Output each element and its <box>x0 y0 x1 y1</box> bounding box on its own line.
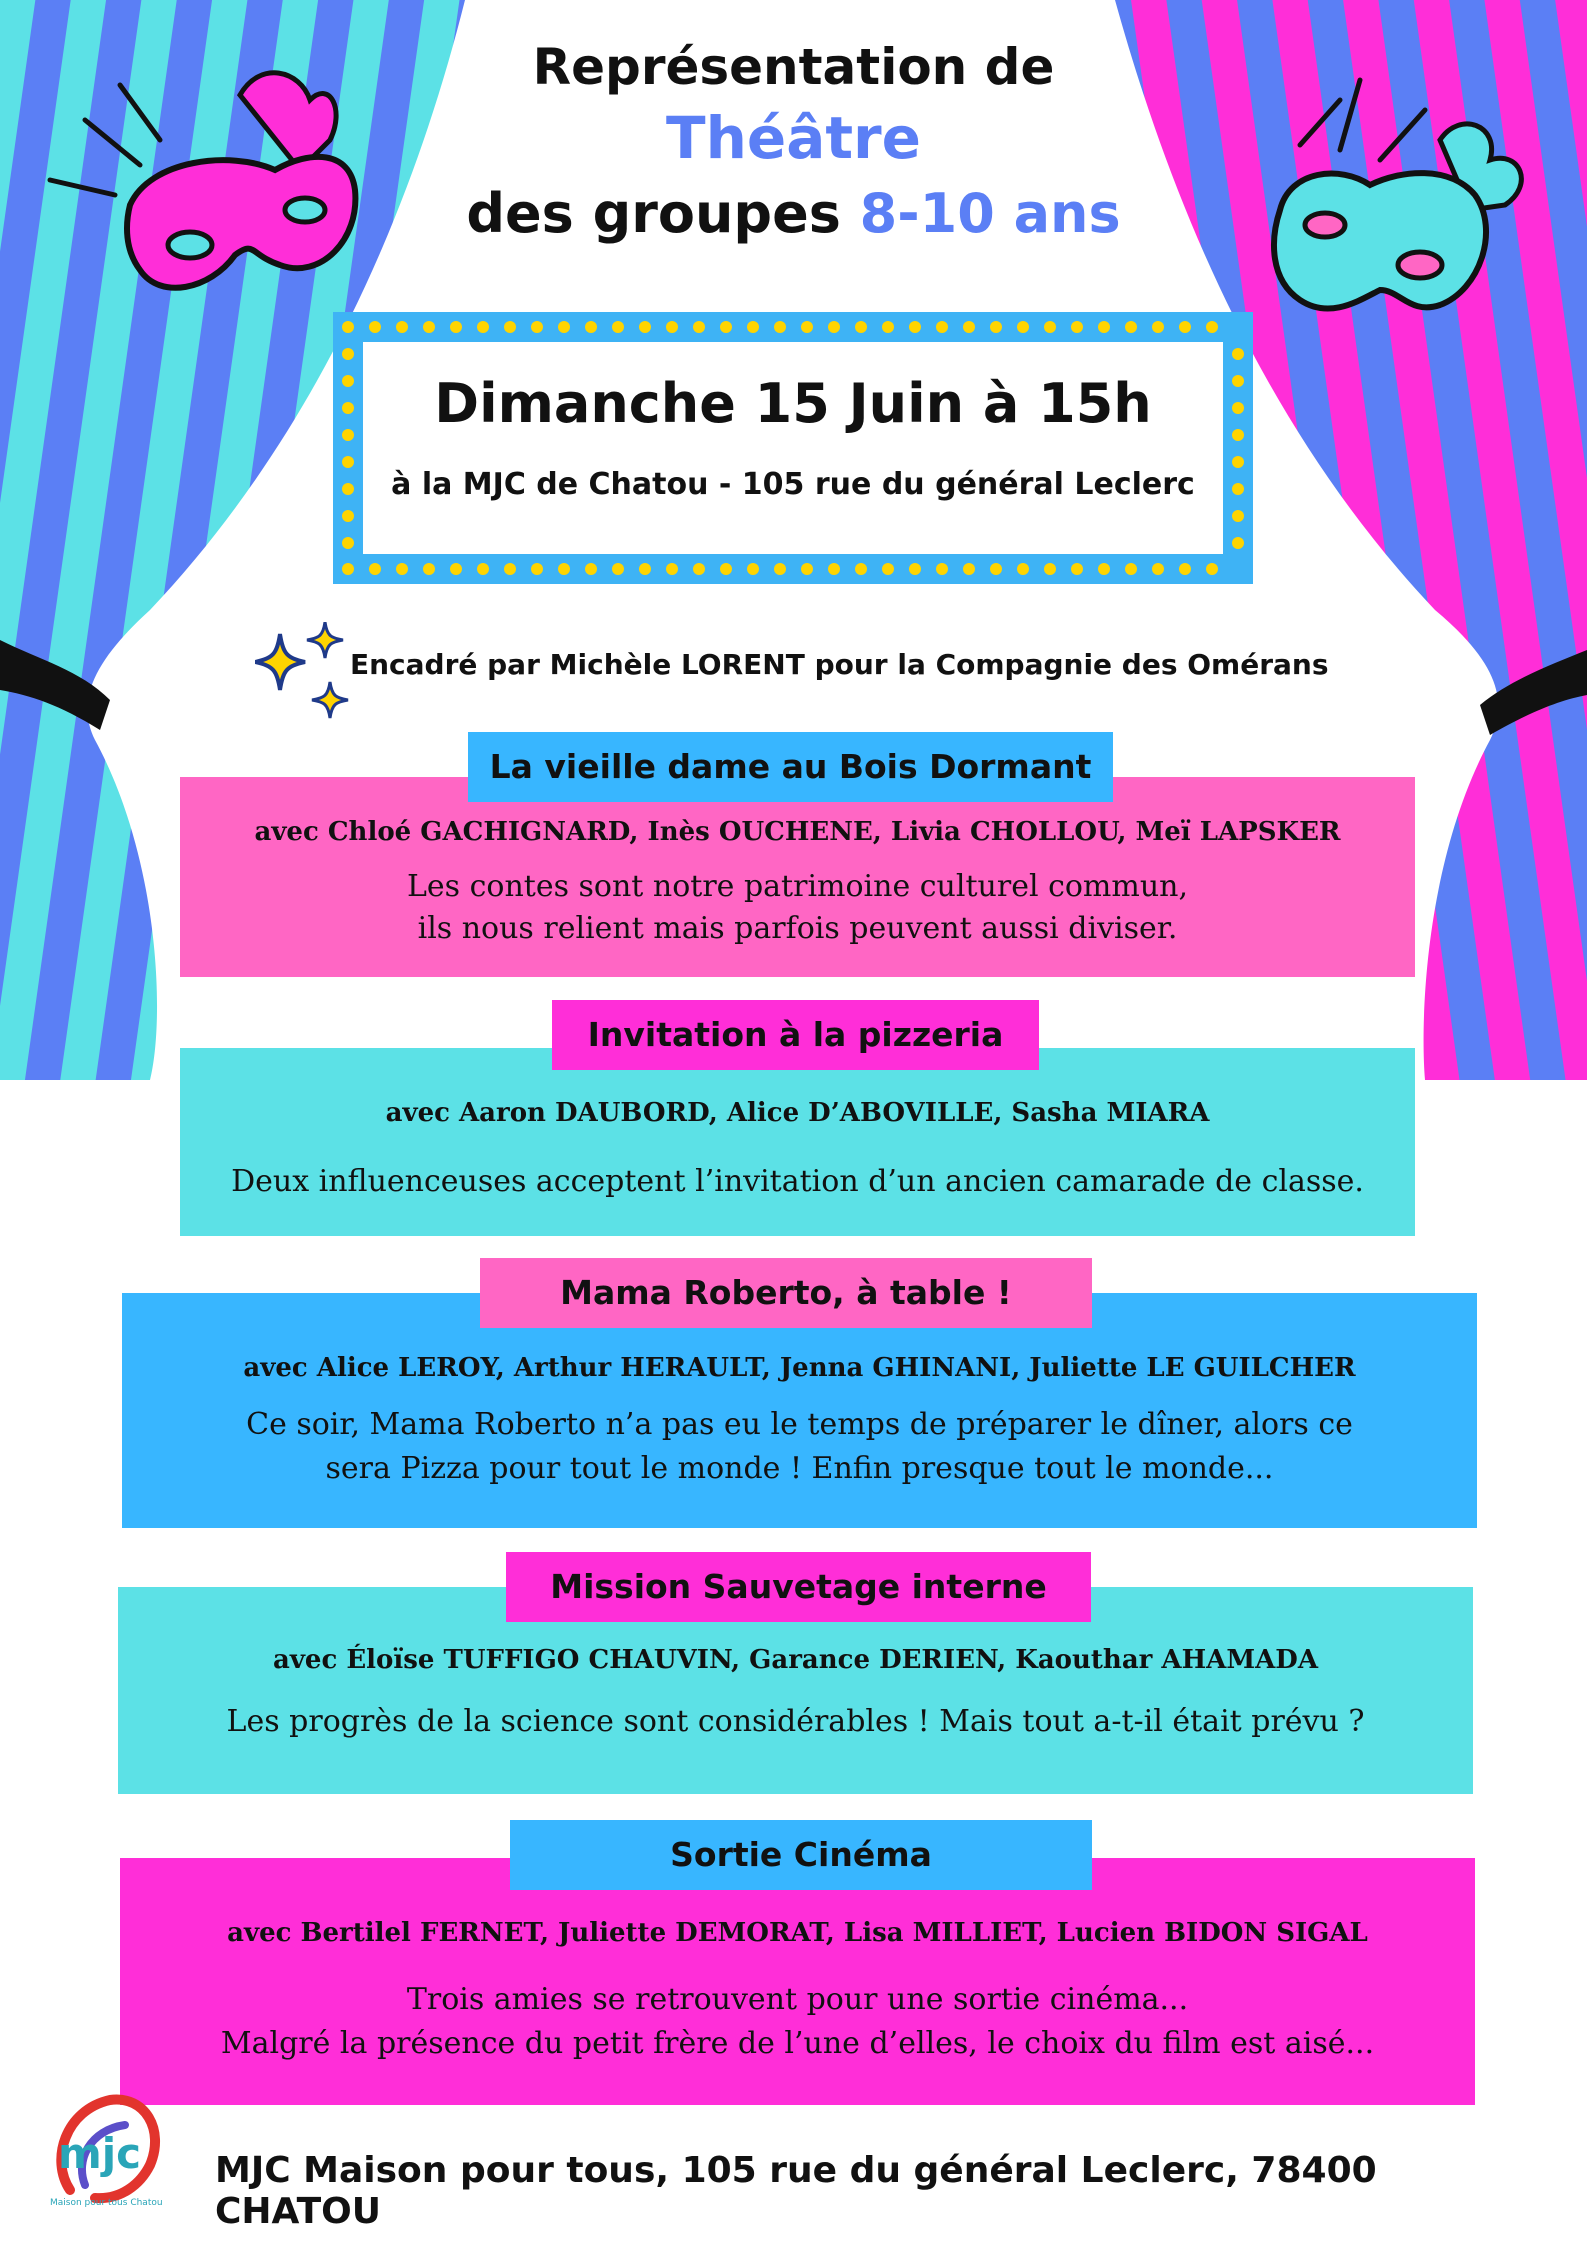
marquee-bulb <box>342 348 354 360</box>
play-box-5 <box>120 1858 1475 2105</box>
marquee-bulb <box>720 321 732 333</box>
marquee-bulb <box>882 563 894 575</box>
marquee-bulb <box>558 321 570 333</box>
mjc-logo-subtext: Maison pour tous Chatou <box>50 2198 163 2208</box>
event-venue: à la MJC de Chatou - 105 rue du général Leclerc <box>391 467 1195 502</box>
play-card-1 <box>180 732 1415 977</box>
mjc-logo <box>40 2090 170 2210</box>
marquee-bulb <box>369 321 381 333</box>
play-desc-3-line-1: Ce soir, Mama Roberto n’a pas eu le temps de préparer le dîner, alors ce <box>246 1407 1353 1442</box>
marquee-bulb <box>639 563 651 575</box>
marquee-bulb <box>423 563 435 575</box>
title-line-3-prefix: des groupes <box>466 182 860 245</box>
title-age-range: 8-10 ans <box>859 182 1121 245</box>
marquee-bulb <box>909 321 921 333</box>
play-cast-5: avec Bertilel FERNET, Juliette DEMORAT, Lisa MILLIET, Lucien BIDON SIGAL <box>227 1918 1368 1948</box>
play-title-1: La vieille dame au Bois Dormant <box>468 732 1113 802</box>
marquee-bulb <box>612 563 624 575</box>
marquee-bulb <box>666 321 678 333</box>
marquee-bulb <box>423 321 435 333</box>
marquee-bulb <box>450 321 462 333</box>
play-title-4: Mission Sauvetage interne <box>506 1552 1091 1622</box>
marquee-bulb <box>369 563 381 575</box>
marquee-bulb <box>558 563 570 575</box>
play-card-2 <box>180 1000 1415 1236</box>
director-credit: Encadré par Michèle LORENT pour la Compagnie des Omérans <box>350 648 1329 681</box>
play-desc-1-line-1: Les contes sont notre patrimoine culturel commun, <box>406 869 1189 904</box>
marquee-bulb <box>1017 321 1029 333</box>
marquee-bulb <box>1152 563 1164 575</box>
marquee-bulb <box>1071 321 1083 333</box>
play-box-2 <box>180 1048 1415 1236</box>
title-line-1: Représentation de <box>532 38 1055 96</box>
marquee-bulb <box>693 563 705 575</box>
marquee-bulb <box>342 563 354 575</box>
marquee-bulb <box>747 321 759 333</box>
title-line-2: Théâtre <box>666 104 921 172</box>
marquee-bulb <box>1098 321 1110 333</box>
play-desc-5-line-2: Malgré la présence du petit frère de l’une d’elles, le choix du film est aisé... <box>220 2026 1375 2061</box>
marquee-bulb <box>450 563 462 575</box>
marquee-bulb <box>801 563 813 575</box>
play-desc-1-line-2: ils nous relient mais parfois peuvent aussi diviser. <box>417 911 1178 946</box>
play-card-4 <box>118 1552 1473 1794</box>
marquee-bulb <box>855 321 867 333</box>
play-box-3 <box>122 1293 1477 1528</box>
marquee-bulb <box>1179 563 1191 575</box>
marquee-bulb <box>720 563 732 575</box>
play-desc-2-line-1: Deux influenceuses acceptent l’invitation d’un ancien camarade de classe. <box>231 1164 1364 1199</box>
event-date: Dimanche 15 Juin à 15h <box>434 372 1152 435</box>
marquee-bulb <box>1017 563 1029 575</box>
marquee-bulb <box>396 321 408 333</box>
marquee-bulb <box>342 510 354 522</box>
marquee-bulb <box>936 563 948 575</box>
marquee-bulb <box>504 563 516 575</box>
marquee-bulb <box>612 321 624 333</box>
marquee-bulb <box>1206 321 1218 333</box>
marquee-bulb <box>477 321 489 333</box>
marquee-bulb <box>531 563 543 575</box>
sparkle-icon <box>255 622 355 722</box>
play-title-2: Invitation à la pizzeria <box>552 1000 1039 1070</box>
marquee-bulb <box>342 321 354 333</box>
marquee-bulb <box>747 563 759 575</box>
play-desc-5-line-1: Trois amies se retrouvent pour une sortie cinéma... <box>406 1982 1189 2017</box>
marquee-bulb <box>936 321 948 333</box>
marquee-bulb <box>1206 563 1218 575</box>
marquee-bulb <box>963 563 975 575</box>
marquee-bulb <box>342 537 354 549</box>
marquee-bulb <box>585 563 597 575</box>
play-cast-3: avec Alice LEROY, Arthur HERAULT, Jenna GHINANI, Juliette LE GUILCHER <box>243 1353 1356 1383</box>
play-title-3: Mama Roberto, à table ! <box>480 1258 1092 1328</box>
marquee-bulb <box>585 321 597 333</box>
play-card-5 <box>120 1820 1475 2105</box>
play-cast-2: avec Aaron DAUBORD, Alice D’ABOVILLE, Sasha MIARA <box>385 1098 1210 1128</box>
title-line-3 <box>0 182 1587 245</box>
marquee-bulb <box>855 563 867 575</box>
play-desc-4-line-1: Les progrès de la science sont considérables ! Mais tout a-t-il était prévu ? <box>226 1704 1365 1739</box>
play-box-1 <box>180 777 1415 977</box>
marquee-bulb <box>1125 563 1137 575</box>
marquee-bulb <box>1152 321 1164 333</box>
marquee-bulb <box>828 321 840 333</box>
marquee-bulb <box>639 321 651 333</box>
marquee-bulb <box>801 321 813 333</box>
marquee-bulb <box>693 321 705 333</box>
marquee-bulb <box>1044 321 1056 333</box>
play-cast-1: avec Chloé GACHIGNARD, Inès OUCHENE, Livia CHOLLOU, Meï LAPSKER <box>254 817 1341 847</box>
footer-address: MJC Maison pour tous, 105 rue du général Leclerc, 78400 CHATOU <box>215 2150 1377 2232</box>
play-card-3 <box>122 1258 1477 1528</box>
play-cast-4: avec Éloïse TUFFIGO CHAUVIN, Garance DERIEN, Kaouthar AHAMADA <box>272 1645 1319 1675</box>
marquee-bulb <box>396 563 408 575</box>
marquee-bulb <box>1232 537 1244 549</box>
marquee-bulb <box>909 563 921 575</box>
play-title-5: Sortie Cinéma <box>510 1820 1092 1890</box>
marquee-bulb <box>1071 563 1083 575</box>
marquee-bulb <box>666 563 678 575</box>
marquee-bulb <box>963 321 975 333</box>
marquee-bulb <box>477 563 489 575</box>
marquee-bulbs <box>333 312 1253 584</box>
marquee-bulb <box>774 563 786 575</box>
marquee-bulb <box>1044 563 1056 575</box>
marquee-bulb <box>990 321 1002 333</box>
marquee-bulb <box>531 321 543 333</box>
marquee-bulb <box>1232 348 1244 360</box>
marquee-bulb <box>1232 510 1244 522</box>
mjc-logo-text: mjc <box>58 2129 142 2178</box>
marquee-bulb <box>990 563 1002 575</box>
marquee-bulb <box>1179 321 1191 333</box>
date-marquee <box>333 312 1253 584</box>
play-desc-3-line-2: sera Pizza pour tout le monde ! Enfin presque tout le monde... <box>325 1451 1274 1486</box>
marquee-bulb <box>1098 563 1110 575</box>
marquee-bulb <box>1125 321 1137 333</box>
marquee-bulb <box>828 563 840 575</box>
marquee-bulb <box>504 321 516 333</box>
marquee-bulb <box>774 321 786 333</box>
marquee-bulb <box>882 321 894 333</box>
